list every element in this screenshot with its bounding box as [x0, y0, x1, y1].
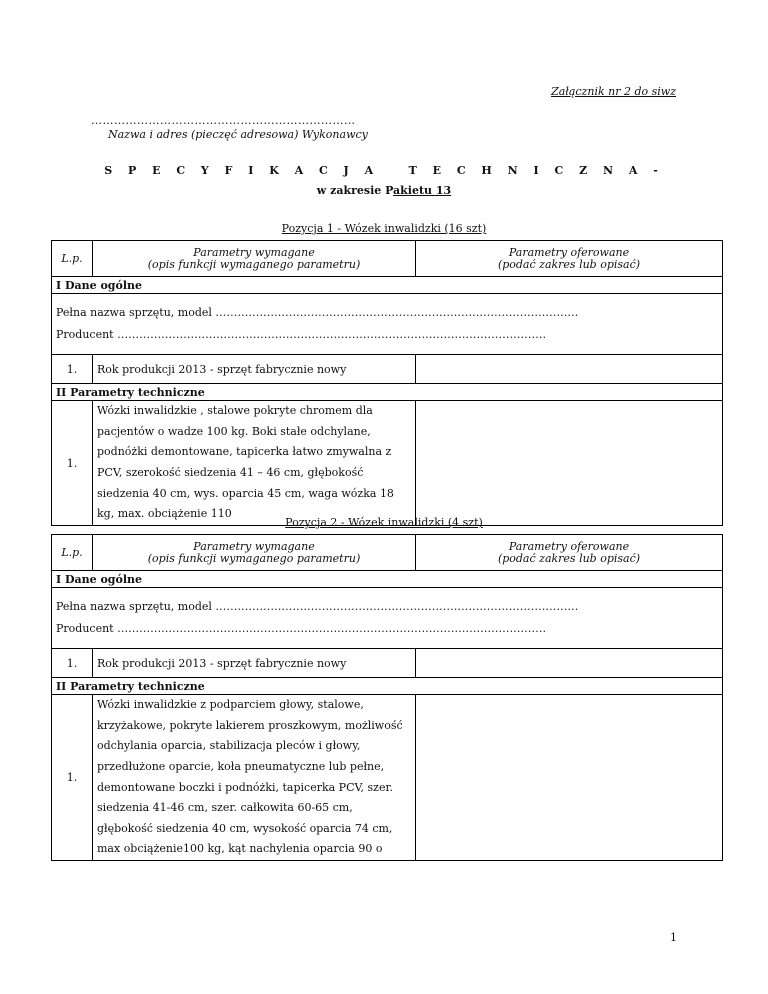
header-offered-line2: (podać zakres lub opisać) [497, 257, 641, 271]
row-requirement: Rok produkcji 2013 - sprzęt fabrycznie nowy [93, 355, 416, 384]
position-2-table [51, 534, 723, 861]
header-required [93, 241, 416, 277]
producer-field: Producent ……………………………………………………………………………………………………… [56, 328, 547, 341]
row-number: 1. [52, 649, 93, 678]
header-offered [416, 241, 723, 277]
requirement-line: max obciążenie100 kg, kąt nachylenia oparcia 90 o [97, 842, 383, 856]
row-requirement: Rok produkcji 2013 - sprzęt fabrycznie nowy [93, 649, 416, 678]
name-model-field: Pełna nazwa sprzętu, model ……………………………………………………………………………………… [56, 600, 579, 613]
document-title: S P E C Y F I K A C J A T E C H N I C Z N A - [104, 164, 664, 177]
scope-line [0, 184, 768, 197]
requirement-line: kg, max. obciążenie 110 [97, 507, 232, 521]
header-offered [416, 535, 723, 571]
requirement-line: przedłużone oparcie, koła pneumatyczne lub pełne, [97, 759, 385, 773]
requirement-line: siedzenia 41-46 cm, szer. całkowita 60-65 cm, [97, 801, 353, 815]
position-2-title: Pozycja 2 - Wózek inwalidzki (4 szt) [285, 516, 483, 529]
contractor-label: Nazwa i adres (pieczęć adresowa) Wykonawcy [108, 128, 368, 141]
table-row [52, 401, 723, 526]
row-number: 1. [52, 401, 93, 526]
header-required-line2: (opis funkcji wymaganego parametru) [147, 551, 361, 565]
requirement-line: odchylania oparcia, stabilizacja pleców i głowy, [97, 739, 361, 753]
name-model-field: Pełna nazwa sprzętu, model ……………………………………………………………………………………… [56, 306, 579, 319]
header-required-line1: Parametry wymagane [193, 245, 315, 259]
requirement-line: Wózki inwalidzkie , stalowe pokryte chromem dla [97, 404, 373, 418]
contractor-dots: …………………………………………………………… [91, 114, 356, 127]
info-cell [52, 294, 723, 355]
section-general: I Dane ogólne [52, 571, 723, 588]
section-general-row [52, 277, 723, 294]
row-offer-input[interactable] [416, 401, 723, 526]
scope-prefix: w zakresie P [316, 184, 394, 197]
info-row [52, 294, 723, 355]
section-technical-row [52, 678, 723, 695]
position-1-title: Pozycja 1 - Wózek inwalidzki (16 szt) [281, 222, 487, 235]
scope-package: akietu 13 [393, 184, 452, 197]
info-row [52, 588, 723, 649]
requirement-line: Wózki inwalidzkie z podparciem głowy, stalowe, [97, 698, 364, 712]
header-offered-line2: (podać zakres lub opisać) [497, 551, 641, 565]
table-row [52, 649, 723, 678]
row-offer-input[interactable] [416, 355, 723, 384]
table-row [52, 695, 723, 861]
section-technical-row [52, 384, 723, 401]
table-row [52, 355, 723, 384]
section-technical: II Parametry techniczne [52, 678, 723, 695]
table-header-row [52, 535, 723, 571]
info-cell [52, 588, 723, 649]
table-header-row [52, 241, 723, 277]
row-requirement [93, 401, 416, 526]
row-requirement [93, 695, 416, 861]
requirement-line: krzyżakowe, pokryte lakierem proszkowym, możliwość [97, 718, 403, 732]
requirement-line: PCV, szerokość siedzenia 41 – 46 cm, głębokość [97, 466, 364, 479]
requirement-line: demontowane boczki i podnóżki, tapicerka PCV, szer. [97, 780, 394, 794]
row-offer-input[interactable] [416, 695, 723, 861]
section-general-row [52, 571, 723, 588]
row-number: 1. [52, 355, 93, 384]
requirement-line: pacjentów o wadze 100 kg. Boki stałe odchylane, [97, 424, 371, 438]
row-number: 1. [52, 695, 93, 861]
row-offer-input[interactable] [416, 649, 723, 678]
header-lp: L.p. [52, 535, 93, 571]
header-required-line1: Parametry wymagane [193, 539, 315, 553]
header-offered-line1: Parametry oferowane [508, 539, 630, 553]
requirement-line: podnóżki demontowane, tapicerka łatwo zmywalna z [97, 445, 392, 459]
annex-label: Załącznik nr 2 do siwz [551, 85, 676, 98]
requirement-line: głębokość siedzenia 40 cm, wysokość oparcia 74 cm, [97, 821, 393, 835]
position-1-table [51, 240, 723, 526]
page-number: 1 [670, 931, 677, 944]
section-general: I Dane ogólne [52, 277, 723, 294]
producer-field: Producent ……………………………………………………………………………………………………… [56, 622, 547, 635]
header-required-line2: (opis funkcji wymaganego parametru) [147, 257, 361, 271]
requirement-line: siedzenia 40 cm, wys. oparcia 45 cm, waga wózka 18 [97, 486, 394, 500]
section-technical: II Parametry techniczne [52, 384, 723, 401]
header-lp: L.p. [52, 241, 93, 277]
header-required [93, 535, 416, 571]
header-offered-line1: Parametry oferowane [508, 245, 630, 259]
